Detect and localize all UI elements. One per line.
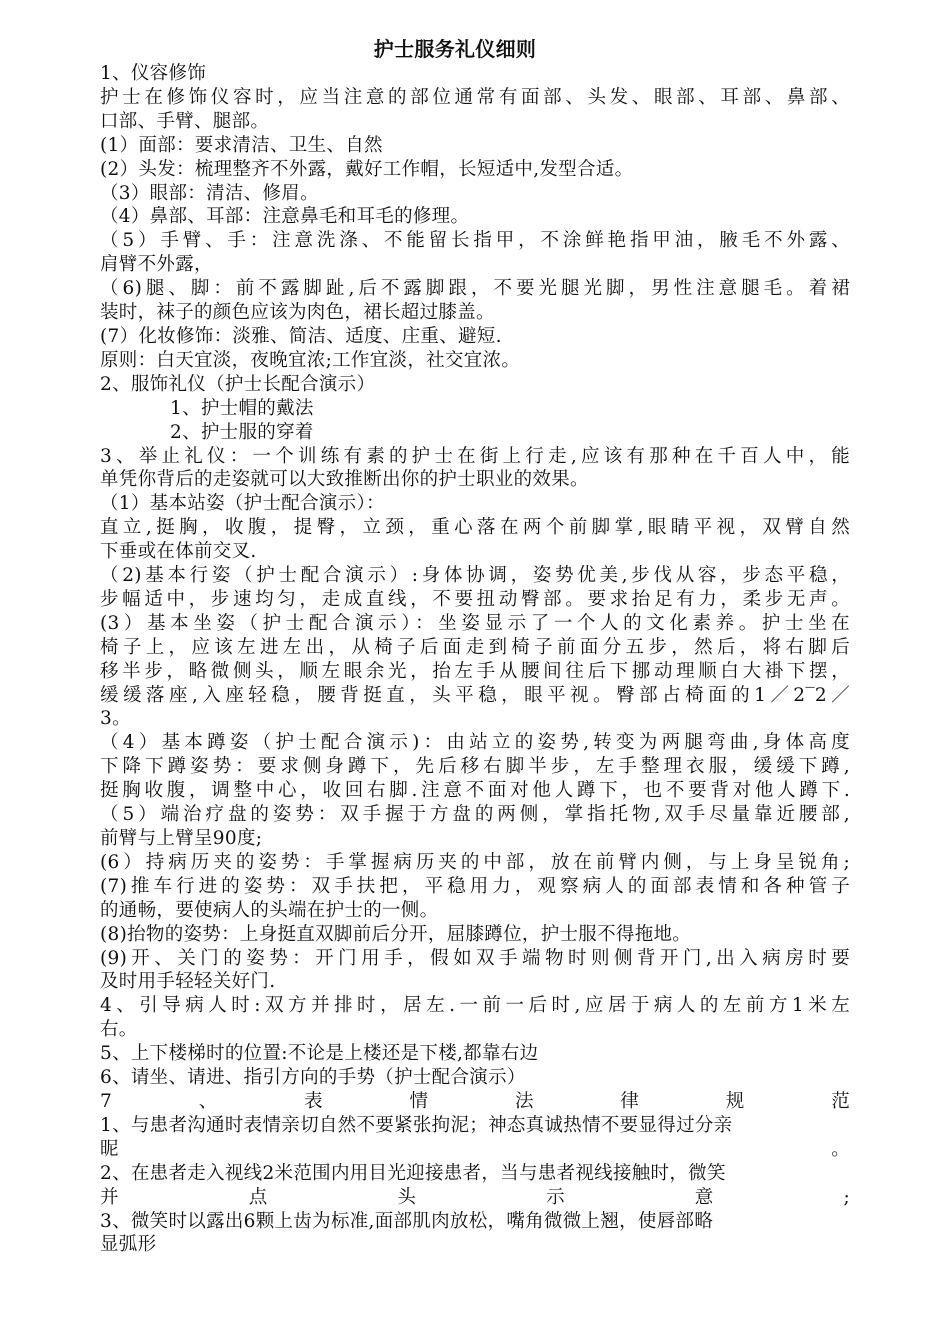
text-line: (9)开、关门的姿势：开门用手，假如双手端物时则侧背开门,出入病房时要 <box>100 947 850 969</box>
text-line: 昵。 <box>100 1138 850 1160</box>
text-line: (8)抬物的姿势：上身挺直双脚前后分开，屈膝蹲位，护士服不得拖地。 <box>100 923 692 945</box>
text-line: 的通畅，要使病人的头端在护士的一侧。 <box>100 899 439 921</box>
text-line: 缓缓落座,入座轻稳，腰背挺直，头平稳，眼平视。臀部占椅面的1／2‾2／ <box>100 684 850 706</box>
text-line: (3）基本坐姿（护士配合演示）：坐姿显示了一个人的文化素养。护士坐在 <box>100 612 850 634</box>
text-line: 1、护士帽的戴法 <box>170 397 314 419</box>
text-line: （5）手臂、手：注意洗涤、不能留长指甲，不涂鲜艳指甲油，腋毛不外露、 <box>100 230 850 252</box>
document-body <box>100 62 850 1257</box>
text-line: (7)推车行进的姿势：双手扶把，平稳用力，观察病人的面部表情和各种管子 <box>100 875 850 897</box>
text-line: 右。 <box>100 1019 138 1041</box>
text-line: 2、护士服的穿着 <box>170 421 314 443</box>
text-line: (2）头发：梳理整齐不外露，戴好工作帽，长短适中,发型合适。 <box>100 158 634 180</box>
text-line: (6）持病历夹的姿势：手掌握病历夹的中部，放在前臂内侧，与上身呈锐角; <box>100 851 850 873</box>
text-line: 4、引导病人时:双方并排时，居左.一前一后时,应居于病人的左前方1米左 <box>100 995 850 1017</box>
text-line: 直立,挺胸，收腹，提臀，立颈，重心落在两个前脚掌,眼睛平视，双臂自然 <box>100 517 850 539</box>
text-line: 原则：白天宜淡，夜晚宜浓;工作宜淡，社交宜浓。 <box>100 349 521 371</box>
text-line: 1、仪容修饰 <box>100 63 207 84</box>
text-line: （2)基本行姿（护士配合演示）:身体协调，姿势优美,步伐从容，步态平稳， <box>100 565 850 587</box>
text-line: 6、请坐、请进、指引方向的手势（护士配合演示） <box>100 1067 526 1089</box>
document-title: 护士服务礼仪细则 <box>373 37 537 61</box>
text-line: （1）基本站姿（护士配合演示）： <box>100 493 385 515</box>
text-line: 3。 <box>100 708 131 730</box>
text-line: 口部、手臂、腿部。 <box>100 110 270 132</box>
text-line: 单凭你背后的走姿就可以大致推断出你的护士职业的效果。 <box>100 469 589 491</box>
text-line: （4）基本蹲姿（护士配合演示)：由站立的姿势,转变为两腿弯曲,身体高度 <box>100 732 850 754</box>
text-line: 肩臂不外露， <box>100 254 213 276</box>
text-line: 3、举止礼仪：一个训练有素的护士在街上行走,应该有那种在千百人中，能 <box>100 445 850 467</box>
text-line: 步幅适中，步速均匀，走成直线，不要扭动臀部。要求抬足有力，柔步无声。 <box>100 588 850 610</box>
text-line: 装时，袜子的颜色应该为肉色，裙长超过膝盖。 <box>100 302 495 324</box>
text-line: 5、上下楼梯时的位置:不论是上楼还是下楼,都靠右边 <box>100 1043 539 1065</box>
text-line: 前臂与上臂呈90度; <box>100 828 263 849</box>
text-line: （4）鼻部、耳部：注意鼻毛和耳毛的修理。 <box>100 206 470 228</box>
text-line: 下垂或在体前交叉. <box>100 541 257 563</box>
text-line: 2、在患者走入视线2米范围内用目光迎接患者，当与患者视线接触时，微笑 <box>100 1162 726 1184</box>
text-line: 移半步，略微侧头，顺左眼余光，抬左手从腰间往后下挪动理顺白大褂下摆， <box>100 660 850 682</box>
text-line: 挺胸收腹，调整中心，收回右脚.注意不面对他人蹲下，也不要背对他人蹲下. <box>100 780 850 802</box>
text-line: 2、服饰礼仪（护士长配合演示） <box>100 373 376 395</box>
text-line: 护士在修饰仪容时，应当注意的部位通常有面部、头发、眼部、耳部、鼻部、 <box>100 86 850 108</box>
text-line: 1、与患者沟通时表情亲切自然不要紧张拘泥；神态真诚热情不要显得过分亲 <box>100 1114 733 1136</box>
text-line: 下降下蹲姿势：要求侧身蹲下，先后移右脚半步，左手整理衣服，缓缓下蹲, <box>100 756 850 778</box>
text-line: （5）端治疗盘的姿势：双手握于方盘的两侧，掌指托物,双手尽量靠近腰部, <box>100 804 850 826</box>
text-line: 并点头示意; <box>100 1186 850 1208</box>
text-line: （6)腿、脚：前不露脚趾,后不露脚跟，不要光腿光脚，男性注意腿毛。着裙 <box>100 278 850 300</box>
text-line: 显弧形 <box>100 1234 157 1256</box>
text-line: (1）面部：要求清洁、卫生、自然 <box>100 134 383 156</box>
text-line: 椅子上，应该左进左出，从椅子后面走到椅子前面分五步，然后，将右脚后 <box>100 636 850 658</box>
text-line: 7、表情法律规范 <box>100 1090 850 1112</box>
text-line: (7）化妆修饰：淡雅、简洁、适度、庄重、避短. <box>100 325 502 347</box>
text-line: 3、微笑时以露出6颗上齿为标准,面部肌肉放松，嘴角微微上翘，使唇部略 <box>100 1210 714 1232</box>
text-line: 及时用手轻轻关好门. <box>100 971 276 993</box>
text-line: （3）眼部：清洁、修眉。 <box>100 182 319 204</box>
